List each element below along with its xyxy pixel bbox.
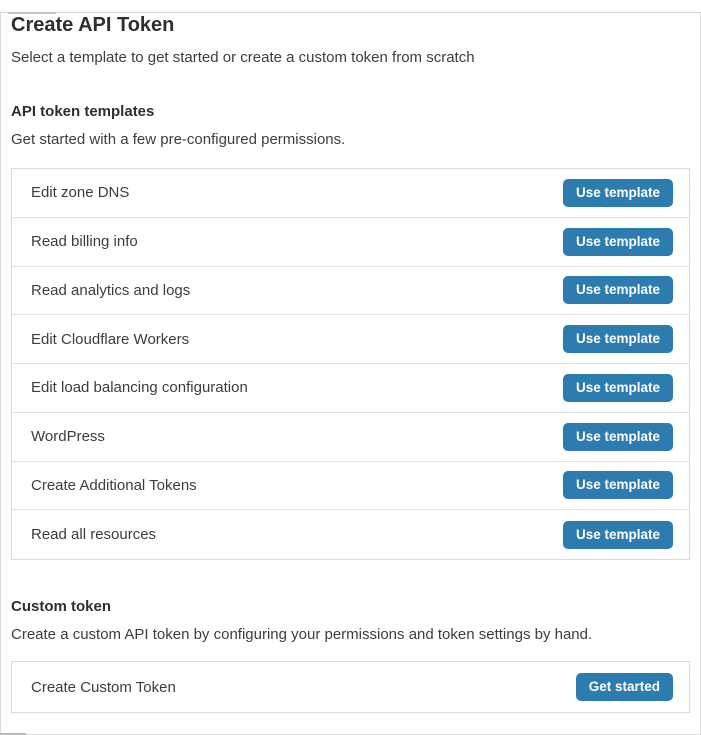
template-list xyxy=(11,168,690,560)
use-template-button-read-all-resources[interactable]: Use template xyxy=(563,521,673,549)
use-template-button-edit-load-balancing[interactable]: Use template xyxy=(563,374,673,402)
template-label: Create Additional Tokens xyxy=(31,476,197,494)
get-started-button[interactable]: Get started xyxy=(576,673,673,701)
create-api-token-panel xyxy=(0,12,701,713)
top-left-crop-artifact xyxy=(8,12,56,14)
template-label: Edit load balancing configuration xyxy=(31,379,248,397)
template-label: Read analytics and logs xyxy=(31,281,191,299)
templates-section-heading: API token templates xyxy=(11,103,155,120)
template-row-edit-zone-dns xyxy=(12,169,689,218)
use-template-button-edit-zone-dns[interactable]: Use template xyxy=(563,179,673,207)
template-label: Read billing info xyxy=(31,233,138,251)
template-row-read-analytics-and-logs xyxy=(12,267,689,316)
template-row-read-all-resources xyxy=(12,510,689,559)
use-template-button-wordpress[interactable]: Use template xyxy=(563,423,673,451)
page-title: Create API Token xyxy=(11,14,175,36)
template-row-wordpress xyxy=(12,413,689,462)
template-label: WordPress xyxy=(31,428,105,446)
use-template-button-read-billing-info[interactable]: Use template xyxy=(563,228,673,256)
use-template-button-read-analytics-and-logs[interactable]: Use template xyxy=(563,276,673,304)
template-row-edit-load-balancing xyxy=(12,364,689,413)
create-custom-token-label: Create Custom Token xyxy=(31,678,176,696)
template-row-read-billing-info xyxy=(12,218,689,267)
template-label: Read all resources xyxy=(31,526,157,544)
template-label: Edit zone DNS xyxy=(31,184,130,202)
page-subtitle: Select a template to get started or create a custom token from scratch xyxy=(11,49,475,66)
template-row-edit-cloudflare-workers xyxy=(12,315,689,364)
template-row-create-additional-tokens xyxy=(12,462,689,511)
custom-token-heading: Custom token xyxy=(11,598,112,615)
use-template-button-edit-cloudflare-workers[interactable]: Use template xyxy=(563,325,673,353)
create-custom-token-row xyxy=(11,661,690,713)
templates-section-description: Get started with a few pre-configured permissions. xyxy=(11,131,346,148)
template-label: Edit Cloudflare Workers xyxy=(31,330,190,348)
custom-token-description: Create a custom API token by configuring your permissions and token settings by hand. xyxy=(11,626,593,643)
use-template-button-create-additional-tokens[interactable]: Use template xyxy=(563,471,673,499)
